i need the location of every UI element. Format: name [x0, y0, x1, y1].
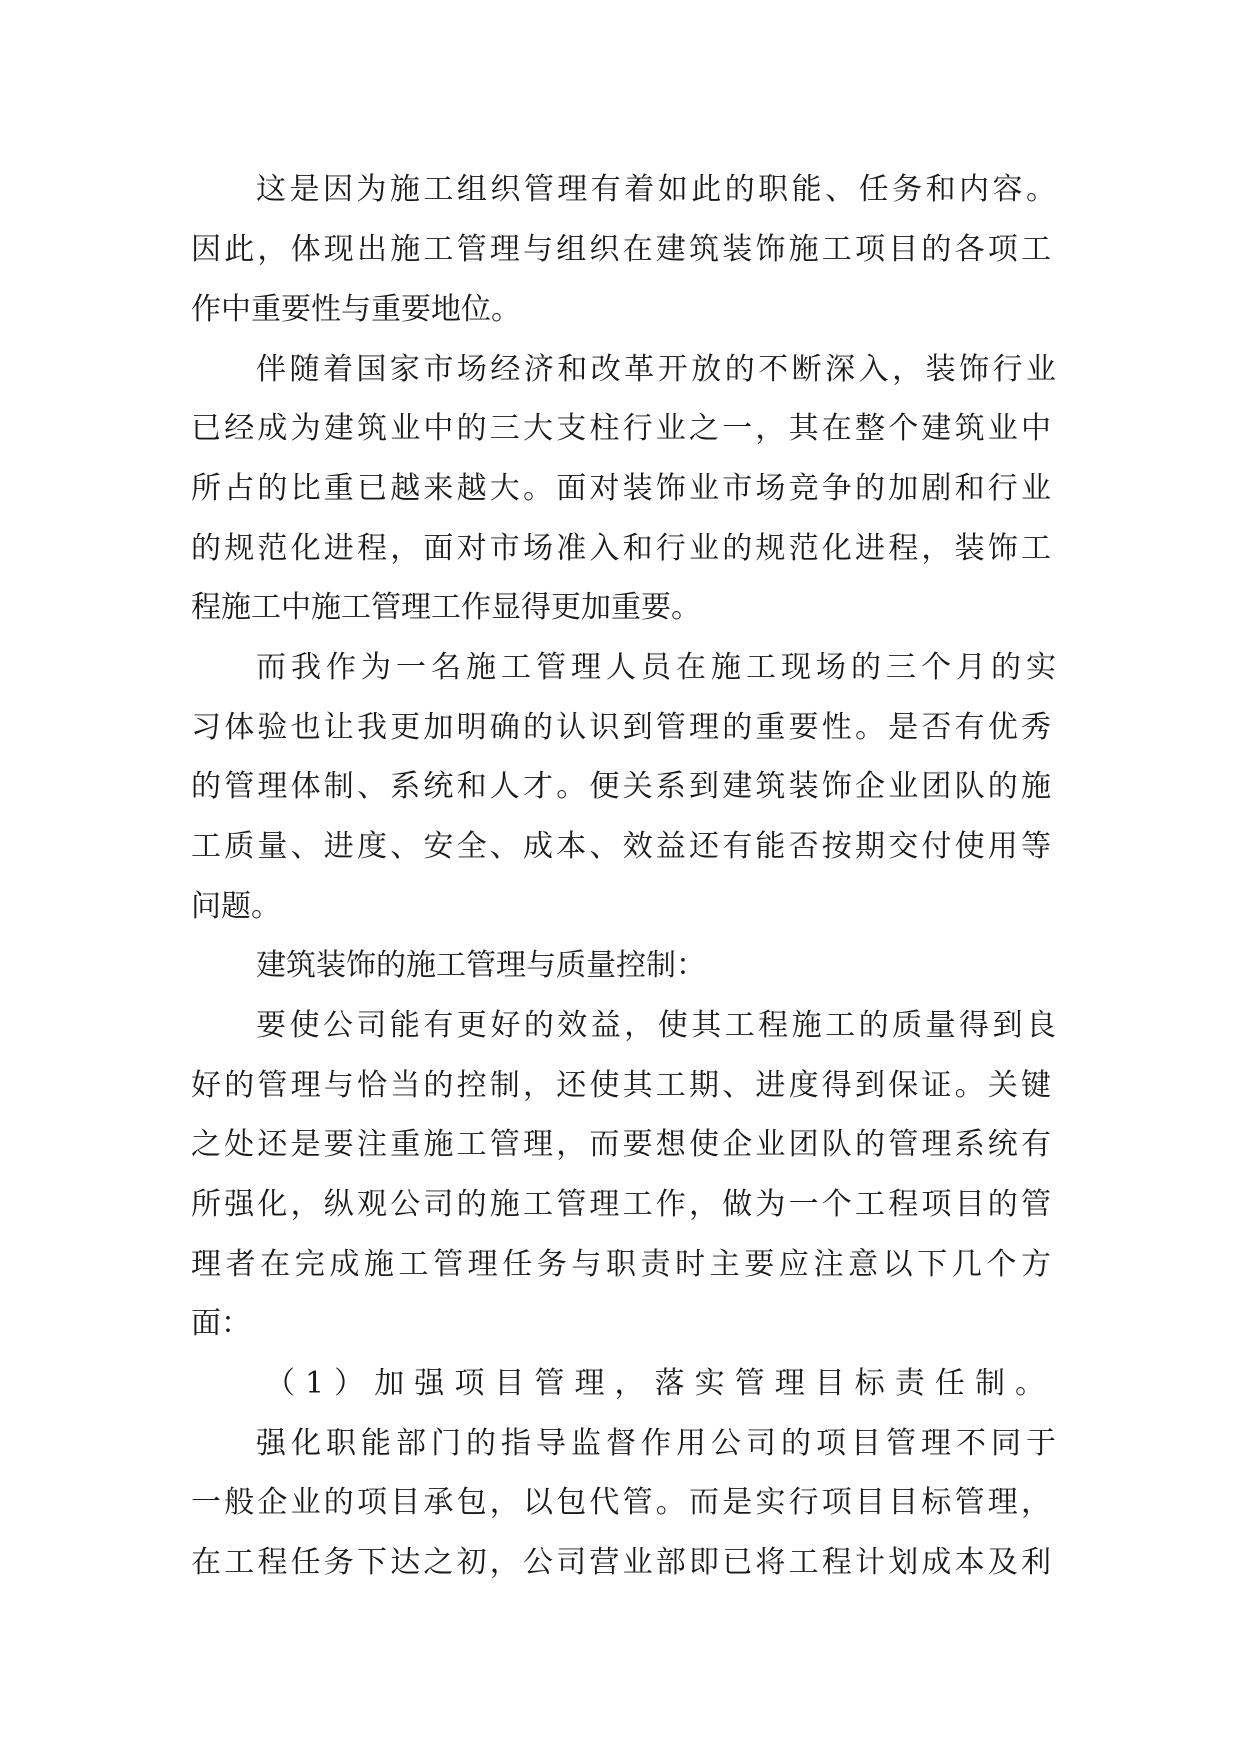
paragraph-line: 已经成为建筑业中的三大支柱行业之一，其在整个建筑业中 [191, 411, 1055, 446]
list-item-heading: （1）加强项目管理，落实管理目标责任制。 [265, 1366, 1056, 1401]
paragraph-line: 而我作为一名施工管理人员在施工现场的三个月的实 [256, 650, 1061, 685]
paragraph-line: 强化职能部门的指导监督作用公司的项目管理不同于 [256, 1426, 1061, 1461]
paragraph-line: 在工程任务下达之初，公司营业部即已将工程计划成本及利 [191, 1545, 1055, 1580]
paragraph-line: 一般企业的项目承包，以包代管。而是实行项目目标管理， [191, 1485, 1055, 1520]
paragraph-line: 习体验也让我更加明确的认识到管理的重要性。是否有优秀 [191, 710, 1055, 745]
paragraph-line: 程施工中施工管理工作显得更加重要。 [191, 590, 701, 625]
paragraph-line: 工质量、进度、安全、成本、效益还有能否按期交付使用等 [191, 829, 1055, 864]
paragraph-line: 这是因为施工组织管理有着如此的职能、任务和内容。 [256, 172, 1060, 207]
paragraph-line: 的管理体制、系统和人才。便关系到建筑装饰企业团队的施 [191, 769, 1055, 804]
paragraph-line: 所强化，纵观公司的施工管理工作，做为一个工程项目的管 [191, 1187, 1055, 1222]
paragraph-line: 伴随着国家市场经济和改革开放的不断深入，装饰行业 [256, 352, 1060, 387]
paragraph-line: 所占的比重已越来越大。面对装饰业市场竞争的加剧和行业 [191, 471, 1055, 506]
paragraph-line: 作中重要性与重要地位。 [191, 292, 521, 327]
section-heading: 建筑装饰的施工管理与质量控制： [256, 948, 706, 983]
paragraph-line: 的规范化进程，面对市场准入和行业的规范化进程，装饰工 [191, 531, 1055, 566]
paragraph-line: 之处还是要注重施工管理，而要想使企业团队的管理系统有 [191, 1127, 1055, 1162]
paragraph-line: 面： [191, 1306, 251, 1341]
paragraph-line: 好的管理与恰当的控制，还使其工期、进度得到保证。关键 [191, 1068, 1055, 1103]
paragraph-line: 因此，体现出施工管理与组织在建筑装饰施工项目的各项工 [191, 232, 1055, 267]
paragraph-line: 理者在完成施工管理任务与职责时主要应注意以下几个方 [191, 1247, 1056, 1282]
paragraph-line: 问题。 [191, 889, 281, 924]
paragraph-line: 要使公司能有更好的效益，使其工程施工的质量得到良 [256, 1008, 1060, 1043]
